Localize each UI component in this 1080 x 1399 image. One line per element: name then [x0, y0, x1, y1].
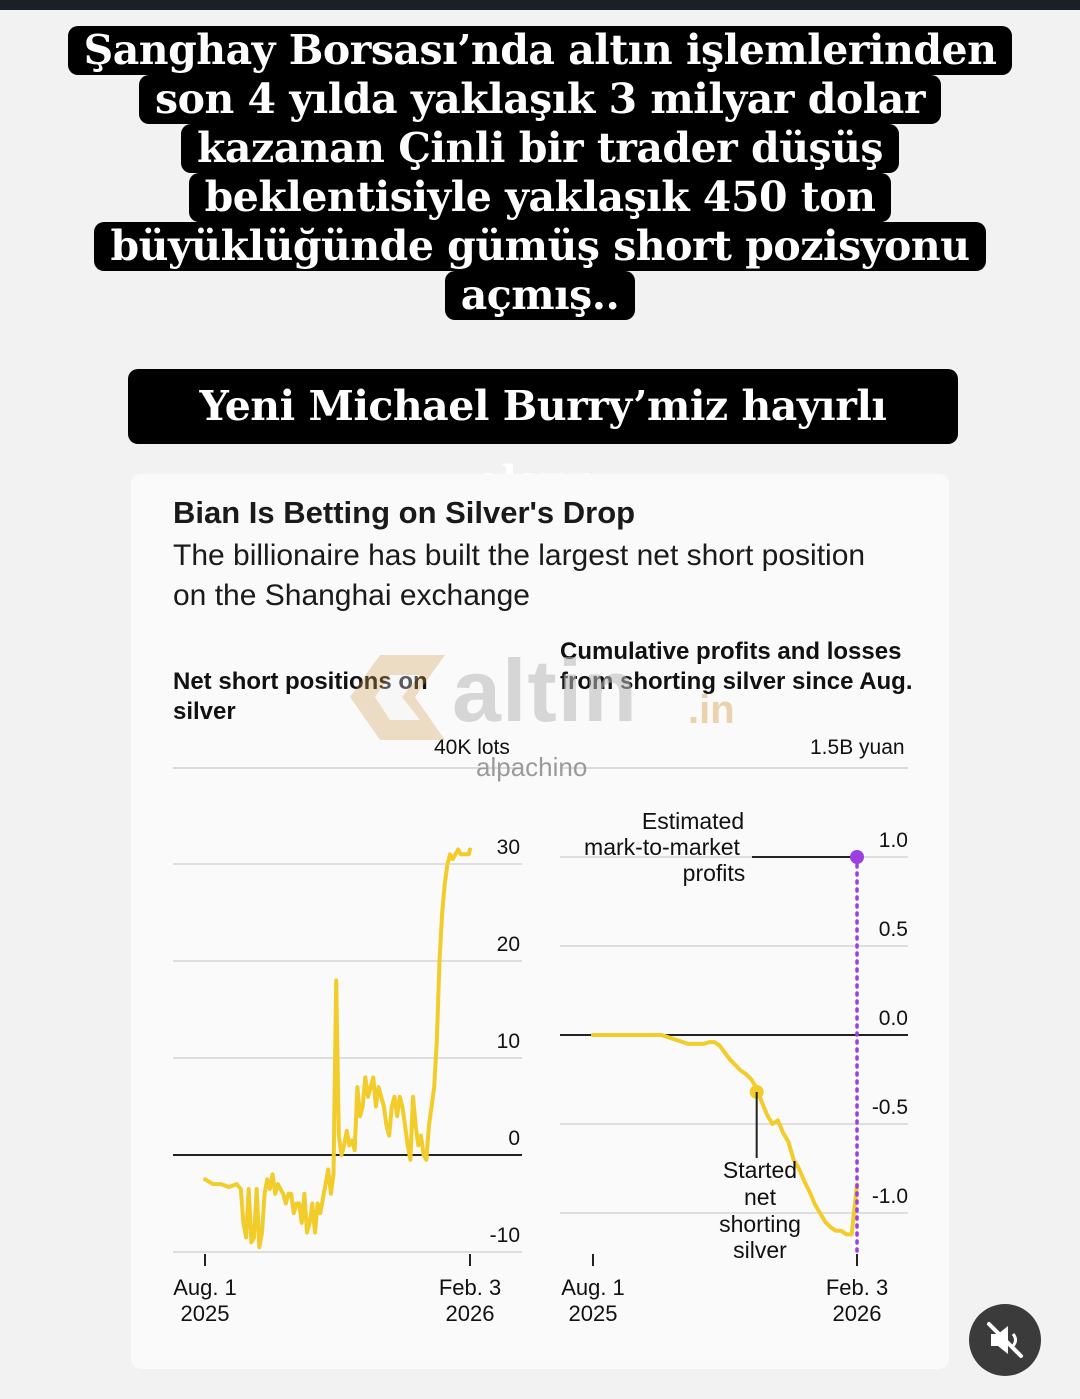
headline-line: beklentisiyle yaklaşık 450 ton [189, 173, 892, 222]
x-tick-label: 2026 [832, 1301, 882, 1326]
left-unit-label: 40K lots [434, 736, 510, 759]
chart-subtitle: The billionaire has built the largest net short position on the Shanghai exchange [173, 539, 866, 612]
x-tick-label: Aug. 1 [173, 1275, 237, 1300]
y-tick-label: 20 [496, 933, 520, 956]
x-tick-label: Feb. 3 [438, 1275, 502, 1300]
headline-line: büyüklüğünde gümüş short pozisyonu [94, 222, 985, 271]
annotation-started-label: net [744, 1184, 776, 1210]
altin-logo-icon [350, 655, 445, 740]
right-unit-label: 1.5B yuan [810, 736, 905, 759]
watermark-tld: .in [688, 688, 735, 732]
estimate-point-marker [850, 850, 864, 864]
y-tick-label: 0 [508, 1127, 520, 1150]
headline-line: son 4 yılda yaklaşık 3 milyar dolar [139, 75, 941, 124]
annotation-estimate-label: mark-to-market [584, 834, 740, 860]
series-line [205, 850, 470, 1248]
y-tick-label: 0.0 [878, 1007, 908, 1030]
annotation-estimate-label: Estimated [641, 808, 745, 834]
x-tick-label: 2026 [445, 1301, 495, 1326]
headline-line: kazanan Çinli bir trader düşüş [181, 124, 899, 173]
subline-caption: Yeni Michael Burry’miz hayırlı [128, 369, 958, 444]
x-tick-label: Aug. 1 [561, 1275, 625, 1300]
series-line [593, 1035, 857, 1234]
speaker-muted-icon [969, 1304, 1041, 1376]
y-tick-label: 1.0 [878, 829, 908, 852]
y-tick-label: 30 [496, 836, 520, 859]
headline-line: açmış.. [445, 271, 636, 320]
right-panel-title: Cumulative profits and losses from shorting silver since Aug. [560, 638, 913, 695]
annotation-started-label: silver [733, 1237, 787, 1263]
annotation-started-label: Started [722, 1157, 798, 1183]
headline-line: Şanghay Borsası’nda altın işlemlerinden [68, 26, 1013, 75]
watermark-brand: altin [452, 641, 638, 740]
y-tick-label: -1.0 [871, 1185, 908, 1208]
annotation-estimate-label: profits [682, 860, 746, 886]
left-panel-title: Net short positions on silver [173, 668, 428, 725]
x-tick-label: 2025 [568, 1301, 618, 1326]
watermark-username: alpachino [476, 752, 588, 782]
mute-button[interactable] [969, 1304, 1041, 1376]
y-tick-label: -0.5 [871, 1096, 908, 1119]
y-tick-label: -10 [489, 1224, 520, 1247]
y-tick-label: 10 [496, 1030, 520, 1053]
x-tick-label: Feb. 3 [825, 1275, 889, 1300]
x-tick-label: 2025 [180, 1301, 230, 1326]
annotation-started-label: shorting [719, 1211, 801, 1237]
y-tick-label: 0.5 [878, 918, 908, 941]
chart-title: Bian Is Betting on Silver's Drop [173, 495, 636, 530]
